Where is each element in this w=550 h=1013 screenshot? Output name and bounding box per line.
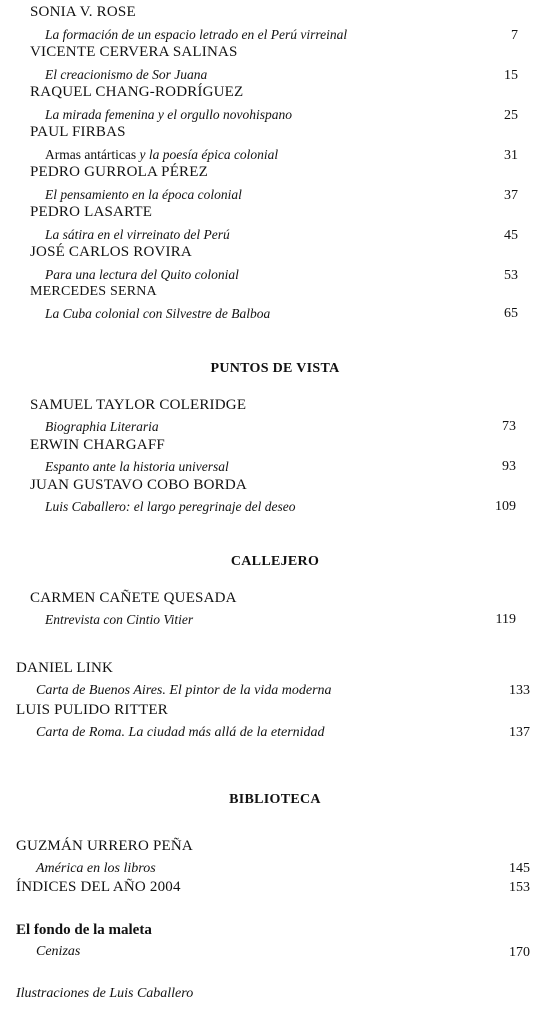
page-number: 65 — [504, 306, 518, 321]
section-heading-fondo-de-la-maleta: El fondo de la maleta — [16, 922, 152, 938]
page-number: 31 — [504, 148, 518, 163]
section-heading-biblioteca: BIBLIOTECA — [229, 792, 321, 807]
article-title: Carta de Roma. La ciudad más allá de la eternidad — [36, 725, 325, 740]
author-name: ERWIN CHARGAFF — [30, 437, 165, 453]
author-name: PEDRO GURROLA PÉREZ — [30, 164, 208, 180]
author-name: PAUL FIRBAS — [30, 124, 126, 140]
author-name: CARMEN CAÑETE QUESADA — [30, 590, 237, 606]
page-number: 145 — [509, 861, 530, 876]
page-number: 153 — [509, 880, 530, 895]
article-title: Biographia Literaria — [45, 419, 159, 434]
author-name: SONIA V. ROSE — [30, 4, 136, 20]
illustrations-credit: Ilustraciones de Luis Caballero — [16, 986, 194, 1001]
article-title: La sátira en el virreinato del Perú — [45, 227, 230, 242]
page-number: 133 — [509, 683, 530, 698]
page-number: 7 — [511, 28, 518, 43]
article-title-italic: y la poesía épica colonial — [136, 147, 279, 162]
article-title: Entrevista con Cintio Vitier — [45, 612, 194, 627]
article-title: América en los libros — [36, 861, 156, 876]
page-number: 93 — [502, 459, 516, 474]
page-number: 137 — [509, 725, 530, 740]
article-title: Espanto ante la historia universal — [45, 459, 229, 474]
article-title: El creacionismo de Sor Juana — [45, 67, 208, 82]
article-title: Carta de Buenos Aires. El pintor de la vida moderna — [36, 683, 332, 698]
page-number: 119 — [495, 612, 516, 627]
article-title: Cenizas — [36, 944, 81, 959]
article-title: Para una lectura del Quito colonial — [45, 267, 239, 282]
author-name: JOSÉ CARLOS ROVIRA — [30, 244, 192, 260]
article-title: La formación de un espacio letrado en el Perú virreinal — [45, 27, 348, 42]
section-heading-puntos-de-vista: PUNTOS DE VISTA — [210, 361, 340, 376]
page-number: 45 — [504, 228, 518, 243]
article-title — [45, 147, 278, 163]
author-name: GUZMÁN URRERO PEÑA — [16, 838, 193, 854]
page-number: 109 — [495, 499, 516, 514]
author-name: SAMUEL TAYLOR COLERIDGE — [30, 397, 247, 413]
author-name: DANIEL LINK — [16, 660, 114, 676]
article-title: La mirada femenina y el orgullo novohispano — [45, 107, 292, 122]
section-heading-callejero: CALLEJERO — [230, 554, 320, 569]
article-title-upright: Armas antárticas — [45, 147, 137, 162]
article-title: Luis Caballero: el largo peregrinaje del deseo — [45, 499, 296, 514]
author-name: MERCEDES SERNA — [30, 284, 157, 299]
author-name: PEDRO LASARTE — [30, 204, 153, 220]
page-number: 53 — [504, 268, 518, 283]
author-name: LUIS PULIDO RITTER — [16, 702, 168, 718]
page-number: 25 — [504, 108, 518, 123]
page-number: 73 — [502, 419, 516, 434]
page-number: 37 — [504, 188, 518, 203]
article-title: La Cuba colonial con Silvestre de Balboa — [45, 306, 271, 321]
author-name: JUAN GUSTAVO COBO BORDA — [30, 477, 247, 493]
page-number: 15 — [504, 68, 518, 83]
article-title: El pensamiento en la época colonial — [45, 187, 242, 202]
author-name: ÍNDICES DEL AÑO 2004 — [16, 879, 181, 895]
page-number: 170 — [509, 945, 530, 960]
author-name: VICENTE CERVERA SALINAS — [30, 44, 238, 60]
author-name: RAQUEL CHANG-RODRÍGUEZ — [30, 84, 244, 100]
